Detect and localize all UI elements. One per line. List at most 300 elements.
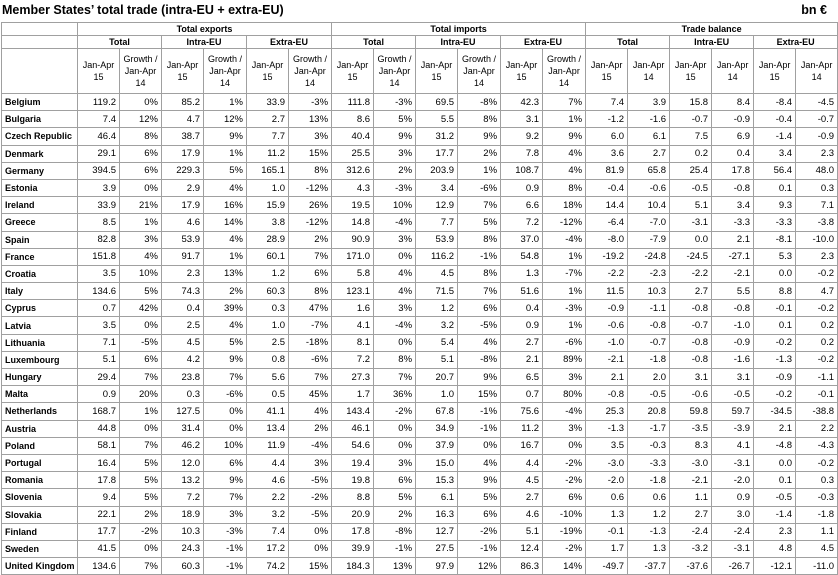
- table-cell: 5%: [204, 162, 247, 179]
- table-cell: 1%: [120, 403, 162, 420]
- table-cell: 0%: [289, 523, 332, 540]
- table-cell: -8.1: [754, 231, 796, 248]
- table-cell: 15.3: [416, 472, 458, 489]
- table-cell: 7.5: [670, 128, 712, 145]
- table-cell: 7%: [289, 248, 332, 265]
- table-cell: 40.4: [332, 128, 374, 145]
- table-cell: 27.3: [332, 369, 374, 386]
- table-cell: 0%: [120, 317, 162, 334]
- country-name: Cyprus: [2, 300, 78, 317]
- table-cell: 10%: [204, 437, 247, 454]
- table-cell: 3%: [374, 231, 416, 248]
- table-cell: 5%: [374, 489, 416, 506]
- table-cell: 7%: [543, 94, 586, 111]
- table-cell: 1.0: [416, 386, 458, 403]
- table-cell: 1%: [120, 214, 162, 231]
- table-cell: 9%: [543, 128, 586, 145]
- table-cell: 56.4: [754, 162, 796, 179]
- period-header: Jan-Apr 15: [416, 49, 458, 94]
- table-cell: -0.2: [796, 454, 838, 471]
- table-cell: 3%: [374, 145, 416, 162]
- table-cell: -3%: [204, 523, 247, 540]
- table-cell: 3.4: [712, 197, 754, 214]
- table-cell: 4.5: [796, 540, 838, 557]
- table-cell: 3%: [543, 420, 586, 437]
- table-row: [2, 420, 838, 437]
- table-row: [2, 231, 838, 248]
- table-cell: 3.1: [670, 369, 712, 386]
- table-cell: 3.8: [247, 214, 289, 231]
- table-cell: -3.1: [712, 454, 754, 471]
- period-header: Growth / Jan-Apr 14: [374, 49, 416, 94]
- table-cell: 25.5: [332, 145, 374, 162]
- table-cell: 7.2: [501, 214, 543, 231]
- table-cell: -0.3: [796, 489, 838, 506]
- subgroup-header: Intra-EU: [416, 36, 501, 49]
- table-cell: 15.8: [670, 94, 712, 111]
- table-cell: 8.3: [670, 437, 712, 454]
- table-cell: -37.7: [628, 558, 670, 575]
- table-cell: 23.8: [162, 369, 204, 386]
- table-cell: -3.3: [754, 214, 796, 231]
- table-cell: 0.7: [501, 386, 543, 403]
- table-cell: -3%: [543, 300, 586, 317]
- table-cell: -0.7: [796, 111, 838, 128]
- table-cell: 108.7: [501, 162, 543, 179]
- table-cell: 39%: [204, 300, 247, 317]
- table-cell: 2%: [374, 506, 416, 523]
- subgroup-header-row: [2, 36, 838, 49]
- table-cell: 15%: [289, 145, 332, 162]
- subgroup-header: Extra-EU: [247, 36, 332, 49]
- table-cell: -1.3: [754, 351, 796, 368]
- table-cell: -4.5: [796, 94, 838, 111]
- table-cell: 8%: [374, 351, 416, 368]
- country-name: Germany: [2, 162, 78, 179]
- table-cell: -3.1: [712, 540, 754, 557]
- table-cell: 14%: [204, 214, 247, 231]
- table-cell: 5.8: [332, 265, 374, 282]
- country-name: Portugal: [2, 454, 78, 471]
- table-cell: 2.2: [247, 489, 289, 506]
- table-cell: 42.3: [501, 94, 543, 111]
- table-cell: 4.1: [332, 317, 374, 334]
- table-cell: 12%: [458, 558, 501, 575]
- table-cell: 4.5: [416, 265, 458, 282]
- table-cell: 4.8: [754, 540, 796, 557]
- table-cell: -1.6: [712, 351, 754, 368]
- table-cell: 6.0: [586, 128, 628, 145]
- table-cell: 0.3: [796, 472, 838, 489]
- subgroup-header: Intra-EU: [670, 36, 754, 49]
- table-cell: -0.8: [670, 300, 712, 317]
- period-header: Jan-Apr 15: [78, 49, 120, 94]
- table-cell: 0%: [374, 420, 416, 437]
- table-row: [2, 437, 838, 454]
- table-cell: 1.1: [670, 489, 712, 506]
- table-cell: 17.9: [162, 145, 204, 162]
- table-cell: 1.3: [501, 265, 543, 282]
- table-cell: 0%: [374, 334, 416, 351]
- table-cell: -12%: [289, 214, 332, 231]
- table-cell: 0.9: [712, 489, 754, 506]
- table-cell: 2.5: [247, 334, 289, 351]
- table-cell: -10%: [543, 506, 586, 523]
- table-cell: 6.1: [628, 128, 670, 145]
- table-cell: 229.3: [162, 162, 204, 179]
- table-cell: 5%: [120, 454, 162, 471]
- table-cell: 12.4: [501, 540, 543, 557]
- table-cell: 0%: [458, 437, 501, 454]
- table-cell: 2.3: [796, 248, 838, 265]
- table-cell: 9%: [204, 128, 247, 145]
- table-cell: -34.5: [754, 403, 796, 420]
- table-cell: 60.3: [247, 283, 289, 300]
- table-cell: 8.5: [78, 214, 120, 231]
- table-cell: 3%: [374, 454, 416, 471]
- table-cell: -1.1: [796, 369, 838, 386]
- table-cell: -5%: [289, 472, 332, 489]
- table-cell: 2%: [289, 420, 332, 437]
- table-cell: 13.2: [162, 472, 204, 489]
- table-cell: 2%: [458, 145, 501, 162]
- subgroup-header: Total: [586, 36, 670, 49]
- table-cell: -18%: [289, 334, 332, 351]
- table-cell: 6.5: [501, 369, 543, 386]
- table-cell: 119.2: [78, 94, 120, 111]
- table-cell: 1.0: [247, 317, 289, 334]
- table-cell: -4.3: [796, 437, 838, 454]
- table-cell: 0.3: [796, 179, 838, 196]
- table-cell: -2.4: [712, 523, 754, 540]
- table-cell: -1.3: [586, 420, 628, 437]
- subgroup-header: Intra-EU: [162, 36, 247, 49]
- table-cell: 18%: [543, 197, 586, 214]
- table-cell: 2.5: [162, 317, 204, 334]
- table-cell: 39.9: [332, 540, 374, 557]
- table-cell: 312.6: [332, 162, 374, 179]
- table-cell: -1.8: [628, 351, 670, 368]
- table-cell: -0.2: [796, 265, 838, 282]
- table-cell: 10.4: [628, 197, 670, 214]
- table-cell: 4%: [374, 265, 416, 282]
- table-cell: 16.7: [501, 437, 543, 454]
- table-cell: 1.6: [332, 300, 374, 317]
- table-cell: 0.6: [628, 489, 670, 506]
- table-cell: 4.6: [247, 472, 289, 489]
- table-cell: 4%: [120, 248, 162, 265]
- table-cell: 143.4: [332, 403, 374, 420]
- table-cell: 3.1: [501, 111, 543, 128]
- country-name: Romania: [2, 472, 78, 489]
- table-cell: 48.0: [796, 162, 838, 179]
- table-cell: -0.8: [712, 300, 754, 317]
- table-cell: 13.4: [247, 420, 289, 437]
- table-cell: 19.4: [332, 454, 374, 471]
- table-cell: 8%: [543, 179, 586, 196]
- table-cell: -0.6: [628, 179, 670, 196]
- table-cell: -5%: [458, 317, 501, 334]
- table-cell: -0.7: [628, 334, 670, 351]
- table-cell: 17.8: [332, 523, 374, 540]
- table-cell: -0.2: [754, 386, 796, 403]
- table-cell: 33.9: [247, 94, 289, 111]
- table-cell: 2.1: [501, 351, 543, 368]
- table-cell: 45%: [289, 386, 332, 403]
- table-cell: 0.7: [78, 300, 120, 317]
- table-cell: 4%: [543, 145, 586, 162]
- table-cell: -2%: [543, 472, 586, 489]
- table-cell: 6%: [458, 506, 501, 523]
- table-cell: 21%: [120, 197, 162, 214]
- table-cell: 51.6: [501, 283, 543, 300]
- table-cell: 1.2: [416, 300, 458, 317]
- table-cell: 2.7: [501, 489, 543, 506]
- country-name: Denmark: [2, 145, 78, 162]
- table-cell: 2%: [204, 283, 247, 300]
- table-cell: -1.8: [628, 472, 670, 489]
- table-cell: -24.8: [628, 248, 670, 265]
- table-cell: 16.4: [78, 454, 120, 471]
- subgroup-header: Extra-EU: [501, 36, 586, 49]
- table-cell: 31.2: [416, 128, 458, 145]
- table-cell: 5%: [120, 489, 162, 506]
- table-cell: 38.7: [162, 128, 204, 145]
- table-cell: 12.0: [162, 454, 204, 471]
- table-cell: 0.6: [586, 489, 628, 506]
- table-cell: 6%: [458, 300, 501, 317]
- table-cell: 8%: [458, 265, 501, 282]
- table-cell: 9%: [204, 351, 247, 368]
- period-header: Jan-Apr 15: [501, 49, 543, 94]
- table-cell: 10.3: [628, 283, 670, 300]
- table-cell: 54.8: [501, 248, 543, 265]
- table-cell: 46.4: [78, 128, 120, 145]
- table-cell: 8%: [120, 128, 162, 145]
- table-cell: 5.5: [416, 111, 458, 128]
- table-cell: 6%: [374, 472, 416, 489]
- table-cell: 74.2: [247, 558, 289, 575]
- table-cell: 3.6: [586, 145, 628, 162]
- table-cell: 2.1: [586, 369, 628, 386]
- table-cell: 3.2: [247, 506, 289, 523]
- table-cell: 5.1: [78, 351, 120, 368]
- table-cell: 9%: [458, 369, 501, 386]
- table-row: [2, 403, 838, 420]
- table-cell: -0.8: [586, 386, 628, 403]
- table-cell: -2.2: [670, 265, 712, 282]
- table-cell: -1.3: [628, 523, 670, 540]
- table-cell: 7%: [458, 197, 501, 214]
- table-cell: 0.9: [78, 386, 120, 403]
- table-cell: 1%: [458, 162, 501, 179]
- country-name: Hungary: [2, 369, 78, 386]
- table-cell: 1.7: [586, 540, 628, 557]
- table-cell: 37.9: [416, 437, 458, 454]
- period-header: Growth / Jan-Apr 14: [204, 49, 247, 94]
- table-cell: 0%: [543, 437, 586, 454]
- table-cell: 3.2: [416, 317, 458, 334]
- table-cell: 0.0: [754, 265, 796, 282]
- table-cell: -4%: [543, 231, 586, 248]
- table-cell: -8%: [458, 351, 501, 368]
- table-cell: 10.3: [162, 523, 204, 540]
- table-cell: 4.4: [247, 454, 289, 471]
- table-cell: -24.5: [670, 248, 712, 265]
- country-name: Czech Republic: [2, 128, 78, 145]
- table-cell: 12%: [120, 111, 162, 128]
- table-row: [2, 540, 838, 557]
- table-cell: -2%: [374, 403, 416, 420]
- table-cell: -2.3: [628, 265, 670, 282]
- table-row: [2, 283, 838, 300]
- table-cell: 8%: [289, 283, 332, 300]
- table-cell: 4%: [543, 162, 586, 179]
- table-cell: -12%: [289, 179, 332, 196]
- table-cell: 7.7: [247, 128, 289, 145]
- table-cell: 46.2: [162, 437, 204, 454]
- table-cell: 7%: [374, 369, 416, 386]
- table-cell: 203.9: [416, 162, 458, 179]
- table-cell: -7.0: [628, 214, 670, 231]
- country-name: Belgium: [2, 94, 78, 111]
- table-cell: 26%: [289, 197, 332, 214]
- table-cell: 151.8: [78, 248, 120, 265]
- table-row: [2, 145, 838, 162]
- table-cell: 4.5: [162, 334, 204, 351]
- table-cell: 7.7: [416, 214, 458, 231]
- corner-cell: [2, 49, 78, 94]
- period-header-row: [2, 49, 838, 94]
- period-header: Jan-Apr 14: [712, 49, 754, 94]
- table-cell: -0.8: [670, 351, 712, 368]
- table-cell: 4%: [374, 283, 416, 300]
- table-cell: -6.4: [586, 214, 628, 231]
- table-cell: 2.1: [754, 420, 796, 437]
- table-cell: -0.6: [670, 386, 712, 403]
- country-name: Croatia: [2, 265, 78, 282]
- table-cell: -1.4: [754, 128, 796, 145]
- table-cell: 13%: [204, 265, 247, 282]
- table-cell: 0%: [289, 540, 332, 557]
- table-cell: 5.5: [712, 283, 754, 300]
- table-cell: 28.9: [247, 231, 289, 248]
- table-cell: 0.9: [501, 179, 543, 196]
- table-cell: 8%: [458, 111, 501, 128]
- table-cell: 1%: [543, 248, 586, 265]
- table-cell: -1%: [204, 558, 247, 575]
- table-cell: 134.6: [78, 558, 120, 575]
- table-cell: 0.2: [670, 145, 712, 162]
- table-cell: 3.5: [78, 265, 120, 282]
- table-cell: 3%: [374, 300, 416, 317]
- table-cell: 7.8: [501, 145, 543, 162]
- table-cell: -4%: [289, 437, 332, 454]
- table-row: [2, 317, 838, 334]
- table-cell: 16.3: [416, 506, 458, 523]
- table-cell: 2.0: [628, 369, 670, 386]
- table-cell: -2%: [543, 540, 586, 557]
- table-cell: -2.1: [670, 472, 712, 489]
- table-cell: 12%: [204, 111, 247, 128]
- table-cell: 19.8: [332, 472, 374, 489]
- table-row: [2, 214, 838, 231]
- country-name: Malta: [2, 386, 78, 403]
- table-cell: 3%: [289, 454, 332, 471]
- table-cell: -0.2: [754, 334, 796, 351]
- table-cell: 4.6: [162, 214, 204, 231]
- table-cell: 81.9: [586, 162, 628, 179]
- table-cell: 1.3: [586, 506, 628, 523]
- table-cell: 29.4: [78, 369, 120, 386]
- table-row: [2, 523, 838, 540]
- table-cell: -3.9: [712, 420, 754, 437]
- table-cell: -1.6: [628, 111, 670, 128]
- table-cell: 1.2: [247, 265, 289, 282]
- table-cell: 9%: [458, 128, 501, 145]
- table-cell: 20.8: [628, 403, 670, 420]
- period-header: Growth / Jan-Apr 14: [120, 49, 162, 94]
- table-cell: 3.5: [586, 437, 628, 454]
- table-cell: 10%: [374, 197, 416, 214]
- country-name: Sweden: [2, 540, 78, 557]
- table-cell: 20.9: [332, 506, 374, 523]
- unit-label: bn €: [801, 3, 827, 17]
- table-cell: 0%: [120, 179, 162, 196]
- table-row: [2, 369, 838, 386]
- table-cell: 20%: [120, 386, 162, 403]
- table-cell: 0.0: [670, 231, 712, 248]
- subgroup-header: Extra-EU: [754, 36, 838, 49]
- table-cell: -0.8: [670, 334, 712, 351]
- table-cell: 9%: [204, 472, 247, 489]
- table-cell: -0.9: [586, 300, 628, 317]
- table-cell: 47%: [289, 300, 332, 317]
- table-cell: 7.4: [78, 111, 120, 128]
- table-cell: -0.4: [586, 179, 628, 196]
- table-cell: -0.1: [754, 300, 796, 317]
- period-header: Growth / Jan-Apr 14: [289, 49, 332, 94]
- table-cell: -6%: [458, 179, 501, 196]
- table-cell: 4.7: [162, 111, 204, 128]
- table-cell: 7.1: [78, 334, 120, 351]
- table-cell: 2.7: [501, 334, 543, 351]
- table-cell: 41.1: [247, 403, 289, 420]
- table-cell: -4%: [374, 317, 416, 334]
- table-cell: 75.6: [501, 403, 543, 420]
- table-cell: 7%: [120, 437, 162, 454]
- period-header: Growth / Jan-Apr 14: [458, 49, 501, 94]
- table-cell: 85.2: [162, 94, 204, 111]
- table-cell: 0%: [204, 420, 247, 437]
- table-cell: 90.9: [332, 231, 374, 248]
- table-cell: 6%: [120, 145, 162, 162]
- table-cell: -1.4: [754, 506, 796, 523]
- table-cell: -11.0: [796, 558, 838, 575]
- table-cell: 11.5: [586, 283, 628, 300]
- table-cell: 184.3: [332, 558, 374, 575]
- table-cell: 11.9: [247, 437, 289, 454]
- table-row: [2, 472, 838, 489]
- table-row: [2, 351, 838, 368]
- table-row: [2, 94, 838, 111]
- table-cell: 18.9: [162, 506, 204, 523]
- table-cell: -4%: [543, 403, 586, 420]
- table-cell: -1%: [458, 403, 501, 420]
- table-cell: 0.2: [796, 334, 838, 351]
- country-name: France: [2, 248, 78, 265]
- table-cell: 36%: [374, 386, 416, 403]
